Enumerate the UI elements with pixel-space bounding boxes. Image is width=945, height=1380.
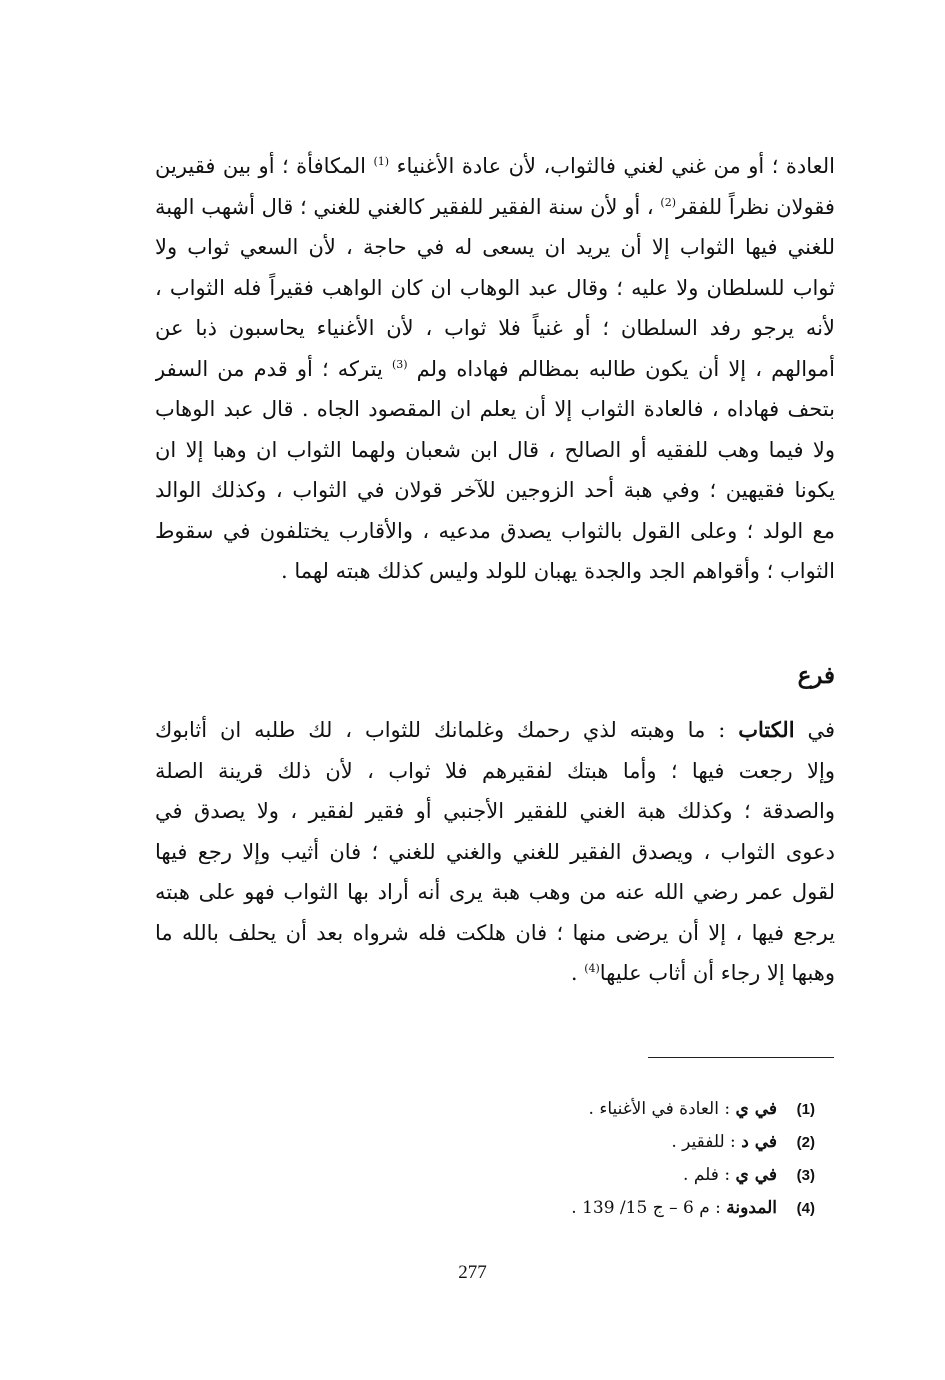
- footnote-text: : للفقير .: [671, 1132, 736, 1152]
- text-line: ثواب للسلطان ولا عليه ؛ وقال عبد الوهاب ان كان الواهب فقيراً فله الثواب ،: [155, 275, 835, 300]
- footnote-source: في ي: [735, 1165, 777, 1185]
- text-line: يرجع فيها ، إلا أن يرضى منها ؛ فان هلكت فله شرواه بعد أن يحلف بالله ما: [155, 920, 835, 945]
- footnote-source: المدونة: [726, 1198, 777, 1218]
- text-line: بتحف فهاداه ، فالعادة الثواب إلا أن يعلم ان المقصود الجاه . قال عبد الوهاب: [155, 397, 835, 421]
- text-line: ولا فيما وهب للفقيه أو الصالح ، قال ابن شعبان ولهما الثواب ان وهبا إلا ان: [155, 437, 835, 462]
- footnote-source: في د: [741, 1132, 777, 1152]
- footnote-number: (1): [796, 1101, 815, 1118]
- footnote-marker: (3): [391, 357, 408, 371]
- footnote-item: [571, 1192, 815, 1225]
- footnote-item: [571, 1126, 815, 1159]
- text-line: مع الولد ؛ وعلى القول بالثواب يصدق مدعيه ، والأقارب يختلفون في سقوط: [155, 518, 835, 543]
- main-paragraph: [155, 146, 835, 592]
- source-name: الكتاب: [738, 717, 795, 742]
- main-paragraph: [155, 710, 835, 994]
- footnote-marker: (2): [660, 195, 676, 209]
- footnote-item: [571, 1159, 815, 1192]
- text-line: فقولان نظراً للفقر$^{(2)}$ ، أو لأن سنة الفقير للفقير كالغني للغني ؛ قال أشهب الهبة: [155, 194, 835, 219]
- footnote-text: : العادة في الأغنياء .: [588, 1099, 731, 1119]
- text-line: أموالهم ، إلا أن يكون طالبه بمظالم فهاداه ولم $^{(3)}$ يتركه ؛ أو قدم من السفر: [155, 356, 835, 381]
- footnote-number: (3): [796, 1167, 815, 1184]
- text-line: العادة ؛ أو من غني لغني فالثواب، لأن عادة الأغنياء $^{(1)}$ المكافأة ؛ أو بين فقيرين: [155, 154, 835, 178]
- footnotes: [571, 1093, 815, 1225]
- footnote-separator: [648, 1057, 834, 1058]
- footnote-item: [571, 1093, 815, 1126]
- text-line: في الكتاب : ما وهبته لذي رحمك وغلمانك للثواب ، لك طلبه ان أثابوك: [155, 717, 835, 742]
- page-number: 277: [458, 1262, 487, 1283]
- footnote-text: : فلم .: [683, 1165, 731, 1185]
- footnote-number: (2): [796, 1134, 815, 1151]
- text-line: الثواب ؛ وأقواهم الجد والجدة يهبان للولد وليس كذلك هبته لهما .: [280, 559, 835, 583]
- section-heading: فرع: [797, 662, 835, 689]
- text-line: يكونا فقيهين ؛ وفي هبة أحد الزوجين للآخر قولان في الثواب ، وكذلك الوالد: [155, 478, 835, 502]
- footnote-text: : م 6 – ج 15/ 139 .: [571, 1198, 721, 1218]
- text-line: وإلا رجعت فيها ؛ وأما هبتك لفقيرهم فلا ثواب ، لأن ذلك قرينة الصلة: [155, 758, 835, 783]
- footnote-number: (4): [796, 1200, 815, 1217]
- text-line: لقول عمر رضي الله عنه من وهب هبة يرى أنه أراد بها الثواب فهو على هبته: [155, 880, 835, 904]
- text-line: للغني فيها الثواب إلا أن يريد ان يسعى له في حاجة ، لأن السعي ثواب ولا: [155, 235, 835, 259]
- footnote-source: في ي: [735, 1099, 777, 1119]
- text-line: لأنه يرجو رفد السلطان ؛ أو غنياً فلا ثواب ، لأن الأغنياء يحاسبون ذبا عن: [155, 316, 835, 340]
- text-line: وهبها إلا رجاء أن أثاب عليها$^{(4)}$ .: [570, 961, 835, 985]
- footnote-marker: (4): [584, 962, 600, 975]
- text-line: دعوى الثواب ، ويصدق الفقير للغني والغني للغني ؛ فان أثيب وإلا رجع فيها: [155, 839, 835, 864]
- footnote-marker: (1): [373, 155, 390, 168]
- text-line: والصدقة ؛ وكذلك هبة الغني للفقير الأجنبي أو فقير لفقير ، ولا يصدق في: [155, 799, 835, 823]
